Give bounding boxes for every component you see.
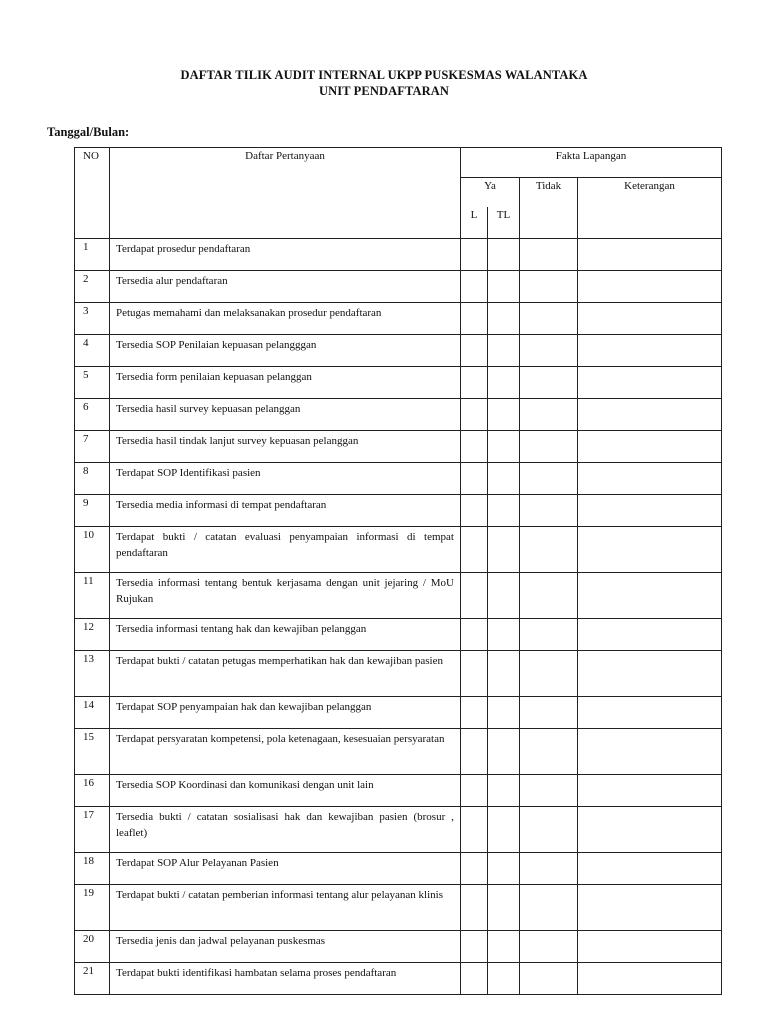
cell-tl[interactable] [488,527,520,573]
cell-tidak[interactable] [520,931,578,963]
row-number: 5 [75,367,110,399]
row-number: 7 [75,431,110,463]
question-text: Terdapat SOP Alur Pelayanan Pasien [110,853,461,885]
question-text: Tersedia media informasi di tempat pendaftaran [110,495,461,527]
cell-tidak[interactable] [520,527,578,573]
cell-l[interactable] [461,619,488,651]
question-text: Tersedia hasil tindak lanjut survey kepuasan pelanggan [110,431,461,463]
cell-tidak[interactable] [520,573,578,619]
cell-tl[interactable] [488,463,520,495]
cell-tl[interactable] [488,399,520,431]
table-row [75,431,722,463]
cell-l[interactable] [461,853,488,885]
cell-l[interactable] [461,807,488,853]
cell-l[interactable] [461,335,488,367]
document-subtitle: UNIT PENDAFTARAN [319,84,449,98]
table-row [75,239,722,271]
cell-tidak[interactable] [520,807,578,853]
table-row [75,527,722,573]
cell-keterangan[interactable] [578,651,722,697]
header-facts: Fakta Lapangan [461,148,722,178]
cell-keterangan[interactable] [578,619,722,651]
cell-tidak[interactable] [520,463,578,495]
cell-tl[interactable] [488,573,520,619]
cell-keterangan[interactable] [578,495,722,527]
row-number: 9 [75,495,110,527]
cell-l[interactable] [461,931,488,963]
question-text: Terdapat prosedur pendaftaran [110,239,461,271]
cell-tidak[interactable] [520,963,578,995]
cell-keterangan[interactable] [578,335,722,367]
cell-tidak[interactable] [520,729,578,775]
cell-tl[interactable] [488,431,520,463]
cell-tidak[interactable] [520,367,578,399]
cell-tl[interactable] [488,239,520,271]
cell-tl[interactable] [488,931,520,963]
question-text: Tersedia informasi tentang bentuk kerjasama dengan unit jejaring / MoU Rujukan [110,573,461,619]
row-number: 1 [75,239,110,271]
row-number: 16 [75,775,110,807]
question-text: Terdapat bukti / catatan petugas memperhatikan hak dan kewajiban pasien [110,651,461,697]
row-number: 12 [75,619,110,651]
cell-tidak[interactable] [520,431,578,463]
table-row [75,651,722,697]
table-row [75,271,722,303]
table-row [75,729,722,775]
question-text: Tersedia bukti / catatan sosialisasi hak dan kewajiban pasien (brosur , leaflet) [110,807,461,853]
cell-l[interactable] [461,573,488,619]
cell-tl[interactable] [488,303,520,335]
cell-tl[interactable] [488,651,520,697]
cell-keterangan[interactable] [578,807,722,853]
cell-tidak[interactable] [520,239,578,271]
row-number: 3 [75,303,110,335]
cell-keterangan[interactable] [578,885,722,931]
cell-tl[interactable] [488,729,520,775]
cell-tl[interactable] [488,885,520,931]
cell-tidak[interactable] [520,697,578,729]
cell-tidak[interactable] [520,399,578,431]
cell-l[interactable] [461,271,488,303]
question-text: Tersedia informasi tentang hak dan kewajiban pelanggan [110,619,461,651]
date-label: Tanggal/Bulan: [47,125,130,139]
row-number: 17 [75,807,110,853]
cell-tidak[interactable] [520,303,578,335]
table-row [75,619,722,651]
question-text: Tersedia SOP Koordinasi dan komunikasi dengan unit lain [110,775,461,807]
cell-tl[interactable] [488,775,520,807]
question-text: Tersedia form penilaian kepuasan pelanggan [110,367,461,399]
cell-keterangan[interactable] [578,963,722,995]
cell-keterangan[interactable] [578,399,722,431]
table-row [75,775,722,807]
cell-l[interactable] [461,367,488,399]
row-number: 13 [75,651,110,697]
table-row [75,853,722,885]
cell-tl[interactable] [488,807,520,853]
cell-tl[interactable] [488,853,520,885]
table-row [75,931,722,963]
cell-l[interactable] [461,963,488,995]
question-text: Tersedia alur pendaftaran [110,271,461,303]
cell-l[interactable] [461,399,488,431]
cell-l[interactable] [461,651,488,697]
cell-keterangan[interactable] [578,853,722,885]
table-row [75,573,722,619]
question-text: Terdapat persyaratan kompetensi, pola ketenagaan, kesesuaian persyaratan [110,729,461,775]
cell-keterangan[interactable] [578,527,722,573]
question-text: Terdapat SOP penyampaian hak dan kewajiban pelanggan [110,697,461,729]
question-text: Petugas memahami dan melaksanakan prosedur pendaftaran [110,303,461,335]
question-text: Terdapat bukti / catatan pemberian informasi tentang alur pelayanan klinis [110,885,461,931]
question-text: Terdapat bukti / catatan evaluasi penyampaian informasi di tempat pendaftaran [110,527,461,573]
cell-keterangan[interactable] [578,239,722,271]
header-question: Daftar Pertanyaan [110,148,461,239]
cell-tidak[interactable] [520,495,578,527]
cell-l[interactable] [461,239,488,271]
cell-keterangan[interactable] [578,931,722,963]
cell-tl[interactable] [488,495,520,527]
row-number: 10 [75,527,110,573]
header-tidak: Tidak [520,178,578,239]
cell-tl[interactable] [488,335,520,367]
cell-keterangan[interactable] [578,367,722,399]
cell-tidak[interactable] [520,651,578,697]
table-row [75,885,722,931]
cell-l[interactable] [461,431,488,463]
cell-l[interactable] [461,495,488,527]
table-row [75,463,722,495]
audit-checklist-table [74,147,722,995]
table-row [75,335,722,367]
table-row [75,367,722,399]
question-text: Terdapat SOP Identifikasi pasien [110,463,461,495]
question-text: Tersedia SOP Penilaian kepuasan pelangggan [110,335,461,367]
document-title: DAFTAR TILIK AUDIT INTERNAL UKPP PUSKESMAS WALANTAKA [180,68,588,82]
cell-l[interactable] [461,527,488,573]
cell-keterangan[interactable] [578,431,722,463]
question-text: Terdapat bukti identifikasi hambatan selama proses pendaftaran [110,963,461,995]
cell-tidak[interactable] [520,619,578,651]
cell-tidak[interactable] [520,885,578,931]
cell-tidak[interactable] [520,271,578,303]
row-number: 14 [75,697,110,729]
row-number: 2 [75,271,110,303]
cell-l[interactable] [461,463,488,495]
table-row [75,963,722,995]
table-row [75,807,722,853]
cell-keterangan[interactable] [578,775,722,807]
row-number: 15 [75,729,110,775]
cell-tl[interactable] [488,619,520,651]
cell-keterangan[interactable] [578,303,722,335]
cell-l[interactable] [461,729,488,775]
header-ya: Ya [461,178,520,208]
row-number: 4 [75,335,110,367]
row-number: 6 [75,399,110,431]
header-no: NO [75,148,110,239]
table-row [75,697,722,729]
cell-keterangan[interactable] [578,697,722,729]
question-text: Tersedia hasil survey kepuasan pelanggan [110,399,461,431]
cell-tl[interactable] [488,271,520,303]
cell-tl[interactable] [488,963,520,995]
table-row [75,495,722,527]
cell-tidak[interactable] [520,775,578,807]
cell-tidak[interactable] [520,853,578,885]
row-number: 18 [75,853,110,885]
cell-l[interactable] [461,775,488,807]
cell-tidak[interactable] [520,335,578,367]
cell-l[interactable] [461,697,488,729]
cell-keterangan[interactable] [578,463,722,495]
row-number: 19 [75,885,110,931]
cell-keterangan[interactable] [578,729,722,775]
cell-keterangan[interactable] [578,573,722,619]
row-number: 8 [75,463,110,495]
table-row [75,303,722,335]
cell-l[interactable] [461,885,488,931]
cell-l[interactable] [461,303,488,335]
row-number: 21 [75,963,110,995]
question-text: Tersedia jenis dan jadwal pelayanan puskesmas [110,931,461,963]
row-number: 11 [75,573,110,619]
cell-tl[interactable] [488,367,520,399]
cell-keterangan[interactable] [578,271,722,303]
row-number: 20 [75,931,110,963]
header-l: L [461,207,488,239]
header-keterangan: Keterangan [578,178,722,239]
table-row [75,399,722,431]
cell-tl[interactable] [488,697,520,729]
header-tl: TL [488,207,520,239]
